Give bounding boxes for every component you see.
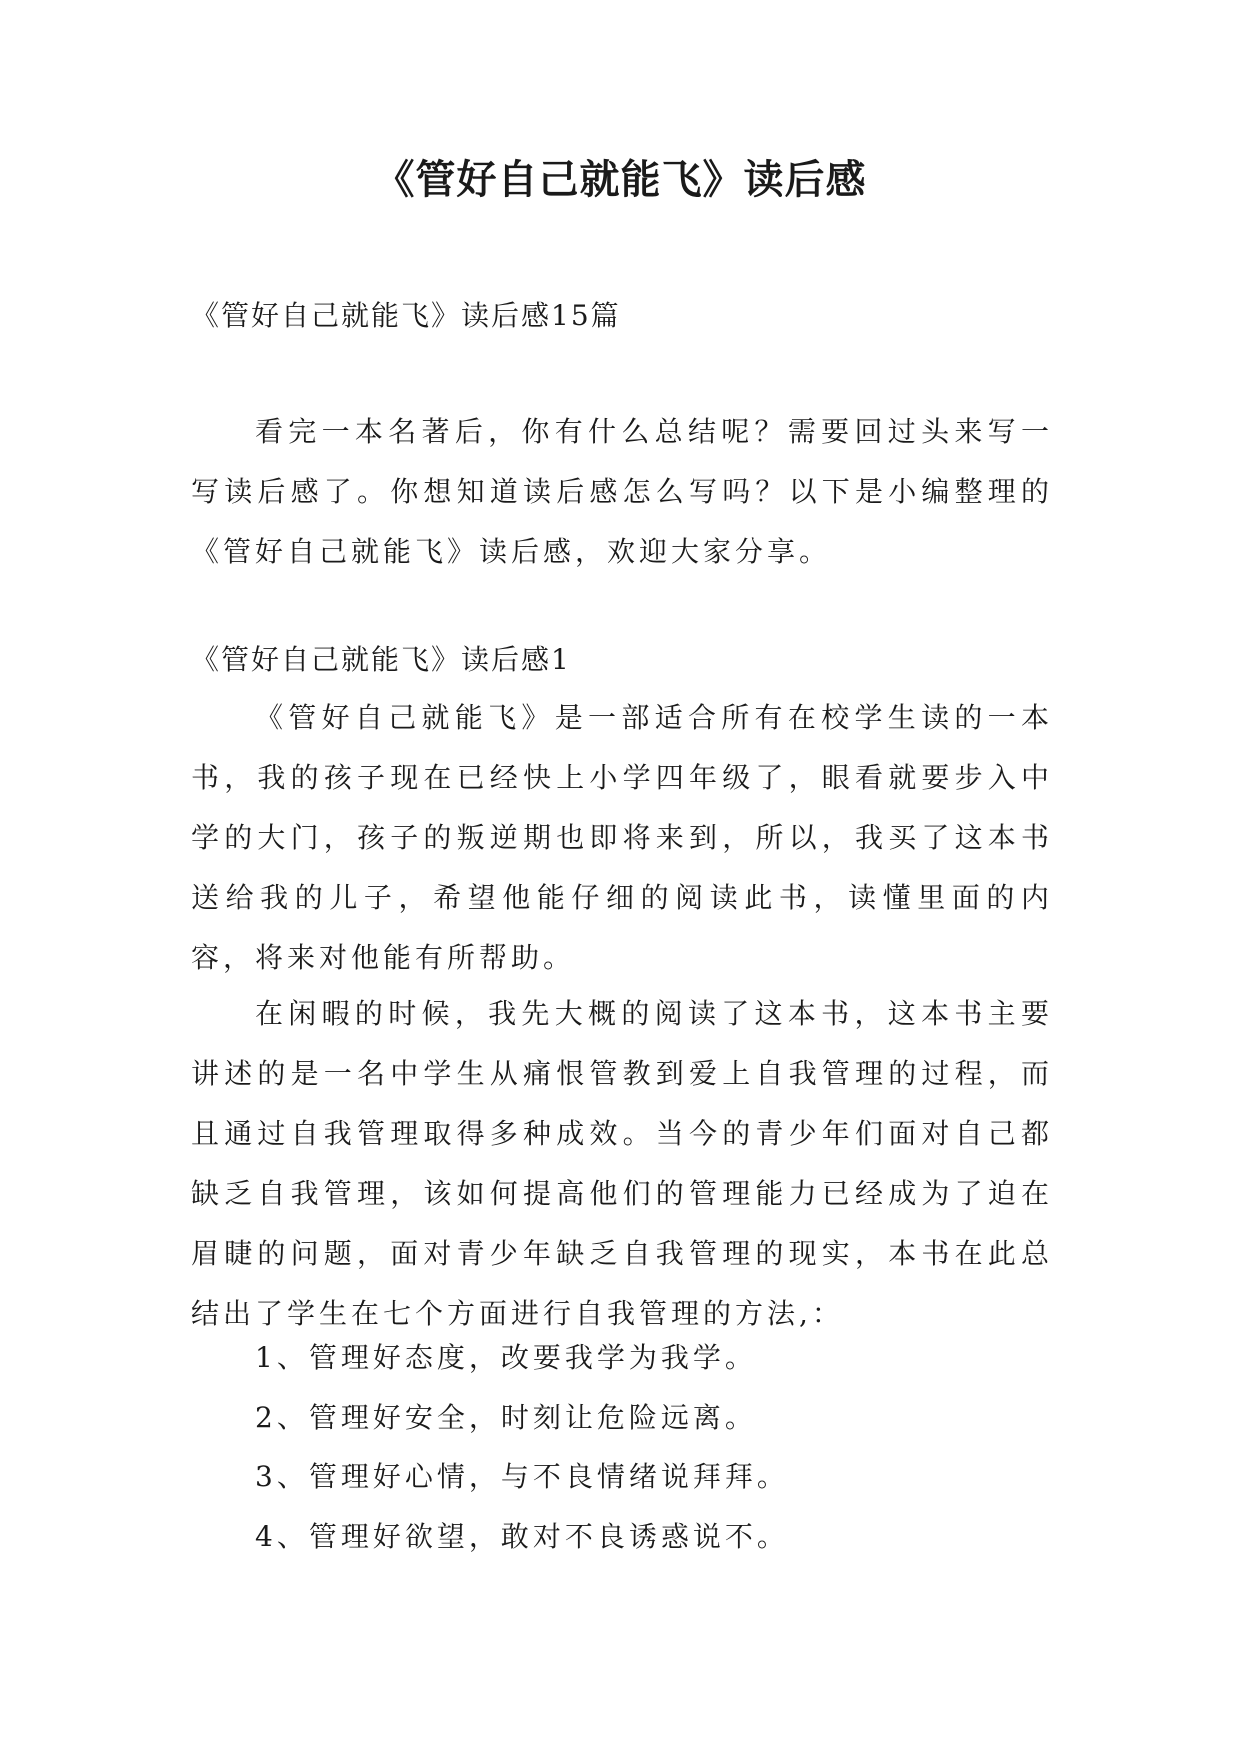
document-subtitle: 《管好自己就能飞》读后感15篇 (191, 299, 621, 332)
list-item: 3、管理好心情，与不良情绪说拜拜。 (255, 1460, 789, 1493)
section-heading: 《管好自己就能飞》读后感1 (191, 643, 571, 676)
document-title: 《管好自己就能飞》读后感 (374, 157, 867, 203)
list-item: 2、管理好安全，时刻让危险远离。 (255, 1401, 757, 1434)
list-item: 1、管理好态度，改要我学为我学。 (255, 1341, 757, 1374)
body-paragraph: 《管好自己就能飞》是一部适合所有在校学生读的一本书，我的孩子现在已经快上小学四年级了，眼看就要步入中学的大门，孩子的叛逆期也即将来到，所以，我买了这本书送给我的儿子，希望他能仔细的阅读此书，读懂里面的内容，将来对他能有所帮助。 (191, 701, 1053, 974)
list-item: 4、管理好欲望，敢对不良诱惑说不。 (255, 1520, 789, 1553)
body-paragraph: 在闲暇的时候，我先大概的阅读了这本书，这本书主要讲述的是一名中学生从痛恨管教到爱上自我管理的过程，而且通过自我管理取得多种成效。当今的青少年们面对自己都缺乏自我管理，该如何提高他们的管理能力已经成为了迫在眉睫的问题，面对青少年缺乏自我管理的现实，本书在此总结出了学生在七个方面进行自我管理的方法,： (191, 997, 1053, 1330)
intro-paragraph: 看完一本名著后，你有什么总结呢？需要回过头来写一写读后感了。你想知道读后感怎么写吗？以下是小编整理的《管好自己就能飞》读后感，欢迎大家分享。 (191, 415, 1053, 568)
